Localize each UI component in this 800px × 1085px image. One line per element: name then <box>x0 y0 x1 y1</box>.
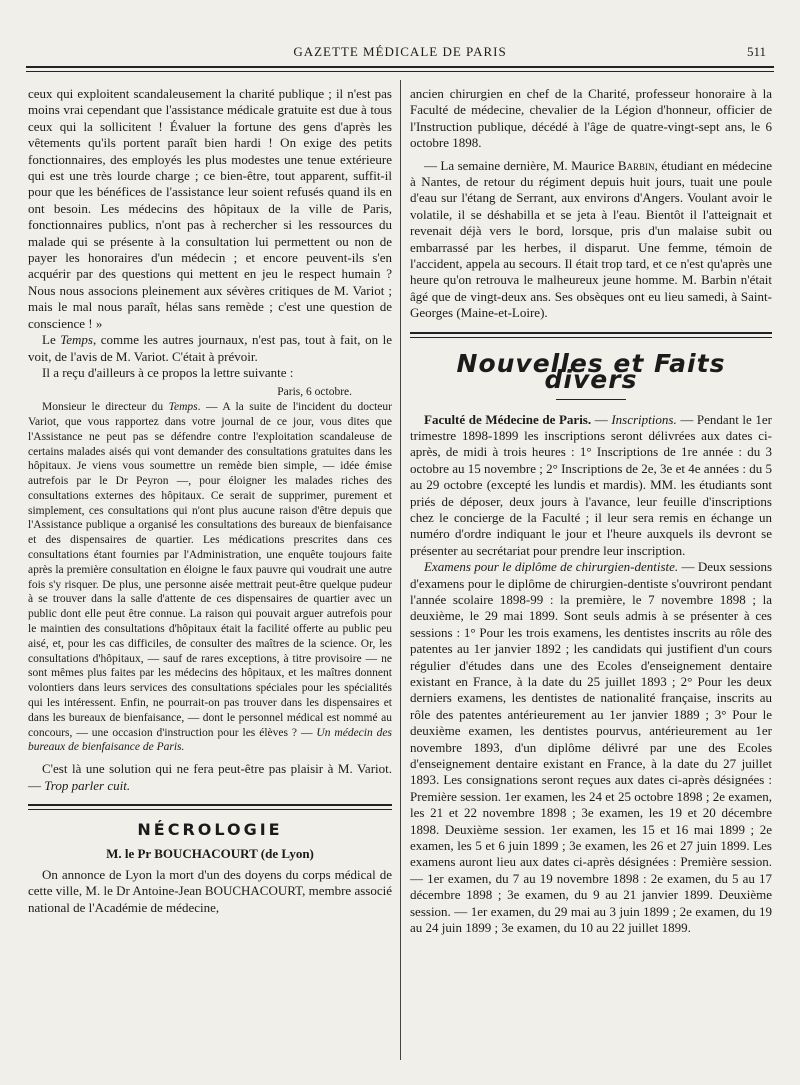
paragraph <box>28 332 392 365</box>
newspaper-name: Temps <box>60 332 93 348</box>
subheading: Examens pour le diplôme de chirurgien-dentiste. <box>424 559 679 575</box>
paragraph: ancien chirurgien en chef de la Charité, professeur honoraire à la Faculté de médecine, chevalier de la Légion d'honneur, officier de l'Instruction publique, décédé à l'âge de quatre-vingt-sept ans, le 6 octobre 1898. <box>410 86 772 151</box>
subheading: Inscriptions. <box>611 411 677 427</box>
newspaper-name: Temps <box>168 401 198 414</box>
paragraph <box>410 158 772 322</box>
section-title-nouvelles: Nouvelles et Faits divers <box>456 348 726 395</box>
text: Monsieur le directeur du <box>42 401 169 414</box>
header-rule-thin <box>26 71 774 72</box>
letter-date: Paris, 6 octobre. <box>277 386 352 399</box>
right-column <box>410 86 772 937</box>
running-title: GAZETTE MÉDICALE DE PARIS <box>293 44 507 59</box>
short-rule <box>556 399 626 400</box>
text: Le <box>42 332 61 348</box>
paragraph: ceux qui exploitent scandaleusement la charité publique ; il n'est pas moins vrai cependant que l'assistance médicale gratuite est due à tous ceux qui la sollicitent ! Évaluer la fortune des gens d'après les vêtements qu'ils portent paraît bien hardi ! On exige des petits fonctionnaires, des employés les plus modestes une tenue extérieure qui est une très lourde charge ; ce bien-être, tout apparent, suffit-il pour que les bénéfices de l'assistance leur soient refusés quand ils en ont besoin. Les médecins des hôpitaux de la ville de Paris, fonctionnaires publics, n'ont pas à rechercher si les ressources du malade qui se présente à la consultation lui permettent ou non de payer les honoraires d'un médecin ; et encore peuvent-ils s'en acquérir par des questions qui mettent en jeu le respect humain ? Nous nous associons pleinement aux sévères critiques de M. Variot ; mais le mal nous paraît, hélas sans remède ; c'est une question de conscience ! » <box>28 86 392 331</box>
person-name: Barbin <box>617 157 655 173</box>
text: , étudiant en médecine à Nantes, de retour du régiment depuis huit jours, tuait une poule d'eau sur l'étang de Serrant, aux environs d'Angers. Voulant avoir le volatile, il se déshabilla et se jeta à l'eau. Bientôt il l'atteignait et revenait déjà vers le bord, lorsque, pris d'un malaise subit ou embarrassé par les herbes, il disparut. Une femme, témoin de l'accident, appela au secours. Il était trop tard, et ce n'est qu'après une heure qu'on retrouva le malheureux jeune homme. M. Barbin n'était âgé que de vingt-deux ans. Ses obsèques ont eu lieu samedi, à Saint-Georges (Maine-et-Loire). <box>410 157 772 321</box>
paragraph <box>410 412 772 560</box>
text: — <box>591 411 612 427</box>
text: C'est là une solution qui ne fera peut-être pas plaisir à M. Variot. — <box>28 761 392 793</box>
text: — Pendant le 1er trimestre 1898-1899 les inscriptions seront délivrées aux dates ci-après, de midi à trois heures : 1° Inscriptions de 1re année : du 3 octobre au 15 novembre ; 2° Inscriptions de 2e, 3e et 4e années : du 5 au 29 octobre (excepté les lundis et mardis). MM. les étudiants sont priés de déposer, deux jours à l'avance, leur feuille d'inscriptions chez le concierge de la Faculté ; il leur sera remis en échange un numéro d'ordre indiquant le jour et l'heure auxquels ils devront se présenter au secrétariat pour prendre leur inscription. <box>410 411 772 558</box>
section-rule <box>28 804 392 810</box>
page-header <box>28 40 772 62</box>
paragraph: On annonce de Lyon la mort d'un des doyens du corps médical de cette ville, M. le Dr Antoine-Jean BOUCHACOURT, membre associé national de l'Académie de médecine, <box>28 866 392 915</box>
paragraph <box>410 559 772 936</box>
text: , comme les autres journaux, n'est pas, tout à fait, on le voit, de l'avis de M. Variot. C'était à prévoir. <box>28 332 392 364</box>
letter-signature: Un médecin des bureaux de bienfaisance de Paris. <box>28 726 392 754</box>
page-number: 511 <box>746 44 766 59</box>
text: — Deux sessions d'examens pour le diplôme de chirurgien-dentiste s'ouvriront pendant l'année scolaire 1898-99 : la première, le 7 novembre 1898 ; la deuxième, le 29 mai 1899. Sont seuls admis à se présenter à ces sessions : 1° Pour les trois examens, les dentistes inscrits au rôle des patentes au 1er janvier 1892 ; les candidats qui justifient d'un cours régulier d'études dans une des Ecoles d'enseignement dentaire existant en France, à la date du 25 juillet 1893 ; 2° Pour les deux derniers examens, les dentistes de nationalité française, inscrits au rôle des patentes antérieurement au 1er janvier 1889 ; 3° Pour le deuxième examen, les dentistes pourvus, antérieurement au 1er novembre 1893, d'un diplôme délivré par une des Ecoles d'enseignement dentaire existant en France, à la date du 27 juillet 1893. Les consignations seront reçues aux dates ci-après désignées : Première session. 1er examen, les 24 et 25 octobre 1898 ; 2e examen, les 21 et 22 novembre 1898 ; 3e examen, les 19 et 20 décembre 1898. Deuxième session. 1er examen, les 15 et 16 mai 1899 ; 2e examen, les 5 et 6 juin 1899 ; 3e examen, les 26 et 27 juin 1899. Les examens auront lieu aux dates ci-après désignées : Première session. — 1er examen, du 7 au 19 novembre 1898 : 2e examen, du 5 au 17 décembre 1898 ; 3e examen, du 9 au 21 janvier 1899. Deuxième session. — 1er examen, du 29 mai au 3 juin 1899 ; 2e examen, du 19 au 24 juin 1899 ; 3e examen, du 10 au 22 juillet 1899. <box>410 559 773 936</box>
section-rule <box>410 332 772 338</box>
left-column <box>28 86 392 916</box>
header-rule <box>26 66 774 68</box>
column-divider <box>400 80 401 1060</box>
text: . — A la suite de l'incident du docteur Variot, que vous rapportez dans votre journal de ce jour, vous dites que l'Assistance ne peut pas se défendre contre l'exploitation scandaleuse de certains malades aisés qui vont demander des consultations gratuites dans les hôpitaux. Je viens vous soumettre un remède bien simple, — idée émise autrefois par le Dr Peyron —, pour éloigner les malades riches des consultations externes des hôpitaux. Ce serait de supprimer, purement et simplement, ces consultations qui n'ont plus aucune raison d'être depuis que l'Assistance publique a organisé les consultations des bureaux de bienfaisance et des dispensaires de quartier. Les médications prescrites dans ces consultations étant fournies par l'Administration, une enquête toujours faite après la première consultation en éloigne le faux pauvre qui voudrait une autre fois s'y risquer. De plus, une personne aisée mettrait peut-être quelque pudeur à se trouver dans la salle d'attente de ces dispensaires de quartier avec un public dont elle peut être connue. La raison qui pouvait arguer autrefois pour le maintien des consultations d'hôpitaux était la facilité offerte au public peu aisé, et, pour les cas difficiles, de consulter des maîtres de la science. Or, les consultations d'hôpitaux, — sauf de rares exceptions, à titre provisoire — ne sont mêmes plus faites par les médecins des hôpitaux, et les maîtres donnent volontiers dans leurs services des consultations spéciales pour les spécialités qui les intéressent. Enfin, ne pourrait-on pas trouver dans les dispensaires et dans les bureaux de bienfaisance, — dont le personnel médical est nommé au concours, — une occasion d'instruction pour les élèves ? — <box>28 401 392 739</box>
faculty-heading: Faculté de Médecine de Paris. <box>424 411 592 427</box>
letter-body <box>28 400 392 755</box>
paragraph <box>28 761 392 794</box>
quote: Trop parler cuit. <box>44 777 131 793</box>
paragraph: Il a reçu d'ailleurs à ce propos la lettre suivante : <box>42 364 294 380</box>
obituary-subhead: M. le Pr BOUCHACOURT (de Lyon) <box>106 846 314 862</box>
text: — La semaine dernière, M. Maurice <box>424 157 618 173</box>
section-title-necrologie: NÉCROLOGIE <box>137 820 283 840</box>
